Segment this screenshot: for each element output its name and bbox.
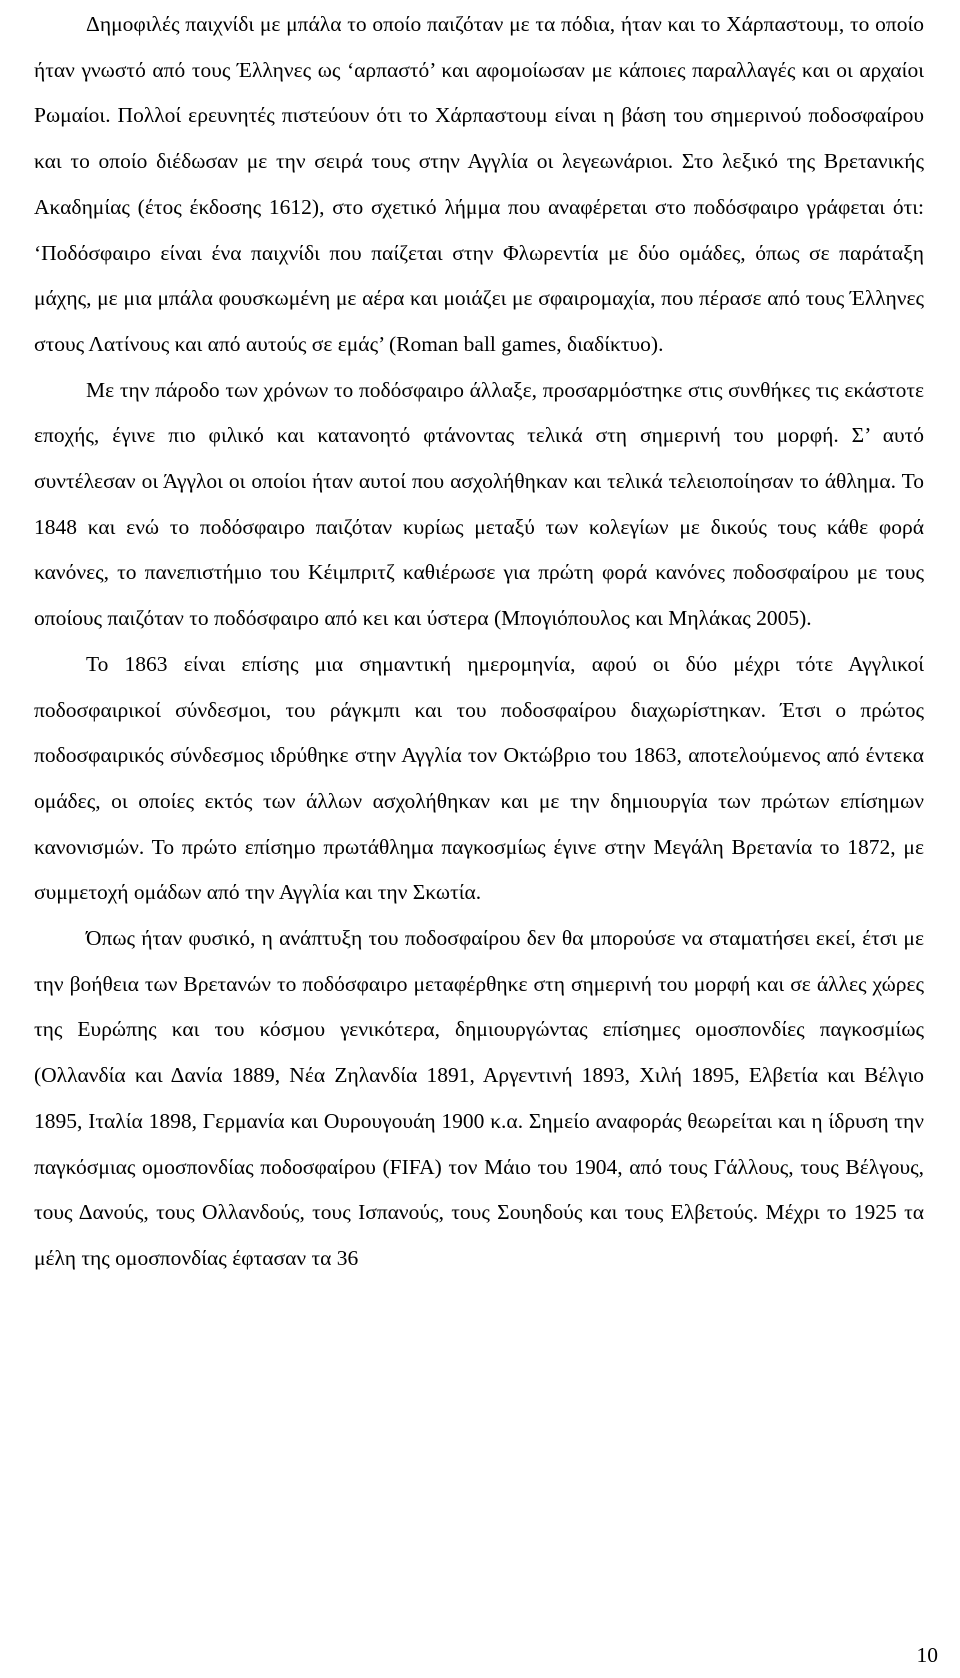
- paragraph-evolution: Με την πάροδο των χρόνων το ποδόσφαιρο άλλαξε, προσαρμόστηκε στις συνθήκες τις εκάστοτε εποχής, έγινε πιο φιλικό και κατανοητό φτάνοντας τελικά στη σημερινή του μορφή. Σ’ αυτό συντέλεσαν οι Άγγλοι οι οποίοι ήταν αυτοί που ασχολήθηκαν και τελικά τελειοποίησαν το άθλημα. Το 1848 και ενώ το ποδόσφαιρο παιζόταν κυρίως μεταξύ των κολεγίων με δικούς τους κάθε φορά κανόνες, το πανεπιστήμιο του Κέιμπριτζ καθιέρωσε για πρώτη φορά κανόνες ποδοσφαίρου με τους οποίους παιζόταν το ποδόσφαιρο από κει και ύστερα (Μπογιόπουλος και Μηλάκας 2005).: [34, 377, 924, 631]
- page-number: 10: [916, 1643, 938, 1667]
- document-body: [34, 2, 924, 1282]
- paragraph-1863: Το 1863 είναι επίσης μια σημαντική ημερομηνία, αφού οι δύο μέχρι τότε Αγγλικοί ποδοσφαιρικοί σύνδεσμοι, του ράγκμπι και του ποδοσφαίρου διαχωρίστηκαν. Έτσι ο πρώτος ποδοσφαιρικός σύνδεσμος ιδρύθηκε στην Αγγλία τον Οκτώβριο του 1863, αποτελούμενος από έντεκα ομάδες, οι οποίες εκτός των άλλων ασχολήθηκαν και με την δημιουργία των πρώτων επίσημων κανονισμών. Το πρώτο επίσημο πρωτάθλημα παγκοσμίως έγινε στην Μεγάλη Βρετανία το 1872, με συμμετοχή ομάδων από την Αγγλία και την Σκωτία.: [34, 651, 924, 905]
- paragraph-harpastum: Δημοφιλές παιχνίδι με μπάλα το οποίο παιζόταν με τα πόδια, ήταν και το Χάρπαστουμ, το οποίο ήταν γνωστό από τους Έλληνες ως ‘αρπαστό’ και αφομοίωσαν με κάποιες παραλλαγές και οι αρχαίοι Ρωμαίοι. Πολλοί ερευνητές πιστεύουν ότι το Χάρπαστουμ είναι η βάση του σημερινού ποδοσφαίρου και το οποίο διέδωσαν με την σειρά τους στην Αγγλία οι λεγεωνάριοι. Στο λεξικό της Βρετανικής Ακαδημίας (έτος έκδοσης 1612), στο σχετικό λήμμα που αναφέρεται στο ποδόσφαιρο γράφεται ότι: ‘Ποδόσφαιρο είναι ένα παιχνίδι που παίζεται στην Φλωρεντία με δύο ομάδες, όπως σε παράταξη μάχης, με μια μπάλα φουσκωμένη με αέρα και μοιάζει με σφαιρομαχία, που πέρασε από τους Έλληνες στους Λατίνους και από αυτούς σε εμάς’ (Roman ball games, διαδίκτυο).: [34, 12, 924, 356]
- paragraph-spread: Όπως ήταν φυσικό, η ανάπτυξη του ποδοσφαίρου δεν θα μπορούσε να σταματήσει εκεί, έτσι με την βοήθεια των Βρετανών το ποδόσφαιρο μεταφέρθηκε στη σημερινή του μορφή και σε άλλες χώρες της Ευρώπης και του κόσμου γενικότερα, δημιουργώντας επίσημες ομοσπονδίες παγκοσμίως (Ολλανδία και Δανία 1889, Νέα Ζηλανδία 1891, Αργεντινή 1893, Χιλή 1895, Ελβετία και Βέλγιο 1895, Ιταλία 1898, Γερμανία και Ουρουγουάη 1900 κ.α. Σημείο αναφοράς θεωρείται και η ίδρυση την παγκόσμιας ομοσπονδίας ποδοσφαίρου (FIFA) τον Μάιο του 1904, από τους Γάλλους, τους Βέλγους, τους Δανούς, τους Ολλανδούς, τους Ισπανούς, τους Σουηδούς και τους Ελβετούς. Μέχρι το 1925 τα μέλη της ομοσπονδίας έφτασαν τα 36: [34, 926, 924, 1270]
